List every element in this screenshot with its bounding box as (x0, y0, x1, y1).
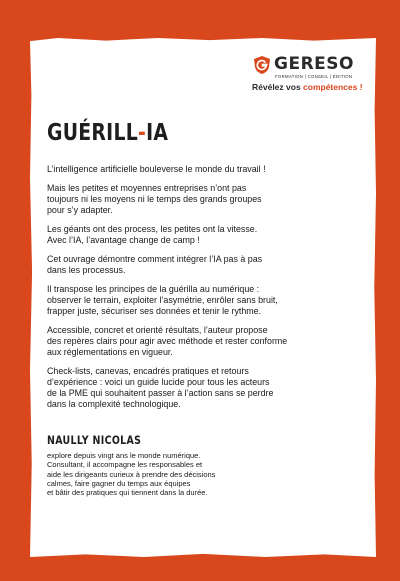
author-name: NAULLY NICOLAS (47, 433, 142, 447)
book-title (47, 120, 168, 146)
author-bio: explore depuis vingt ans le monde numérique. Consultant, il accompagne les responsables et aide les dirigeants curieux à prendre des décisions calmes, faire gagner du temps aux équipes et bâtir des pratiques qui tiennent dans la durée. (47, 451, 216, 498)
description-paragraph: Les géants ont des process, les petites ont la vitesse. Avec l’IA, l’avantage change de camp ! (47, 223, 258, 246)
description-paragraph: Cet ouvrage démontre comment intégrer l’IA pas à pas dans les processus. (47, 253, 263, 276)
gereso-logo (252, 55, 372, 100)
logo-brand: GERESO (274, 54, 354, 74)
description-paragraph: Il transpose les principes de la guérilla au numérique : observer le terrain, exploiter l’asymétrie, enrôler sans bruit, frapper juste, sécuriser ses données et tenir le rythme. (47, 283, 278, 317)
description-paragraph: Accessible, concret et orienté résultats, l’auteur propose des repères clairs pour agir avec méthode et rester conforme aux réglementations en vigueur. (47, 325, 288, 358)
description-paragraph: Mais les petites et moyennes entreprises n’ont pas toujours ni les moyens ni le temps des grands groupes pour s’y adapter. (47, 182, 262, 216)
gereso-shield-icon (252, 55, 272, 75)
description-paragraph: Check-lists, canevas, encadrés pratiques et retours d’expérience : voici un guide lucide pour tous les acteurs de la PME qui souhaitent passer à l’action sans se perdre dans la complexité technologique. (47, 366, 274, 410)
logo-subtitle: FORMATION | CONSEIL | ÉDITION (275, 74, 353, 79)
tagline-accent: compétences ! (303, 82, 363, 92)
tagline-prefix: Révélez vos (252, 82, 304, 92)
book-description (47, 164, 337, 418)
description-paragraph: L’intelligence artificielle bouleverse le monde du travail ! (47, 164, 266, 174)
title-part1: GUÉRILL (47, 120, 138, 146)
logo-tagline (252, 82, 363, 92)
title-part2: IA (146, 120, 169, 146)
title-dash: - (137, 120, 147, 146)
